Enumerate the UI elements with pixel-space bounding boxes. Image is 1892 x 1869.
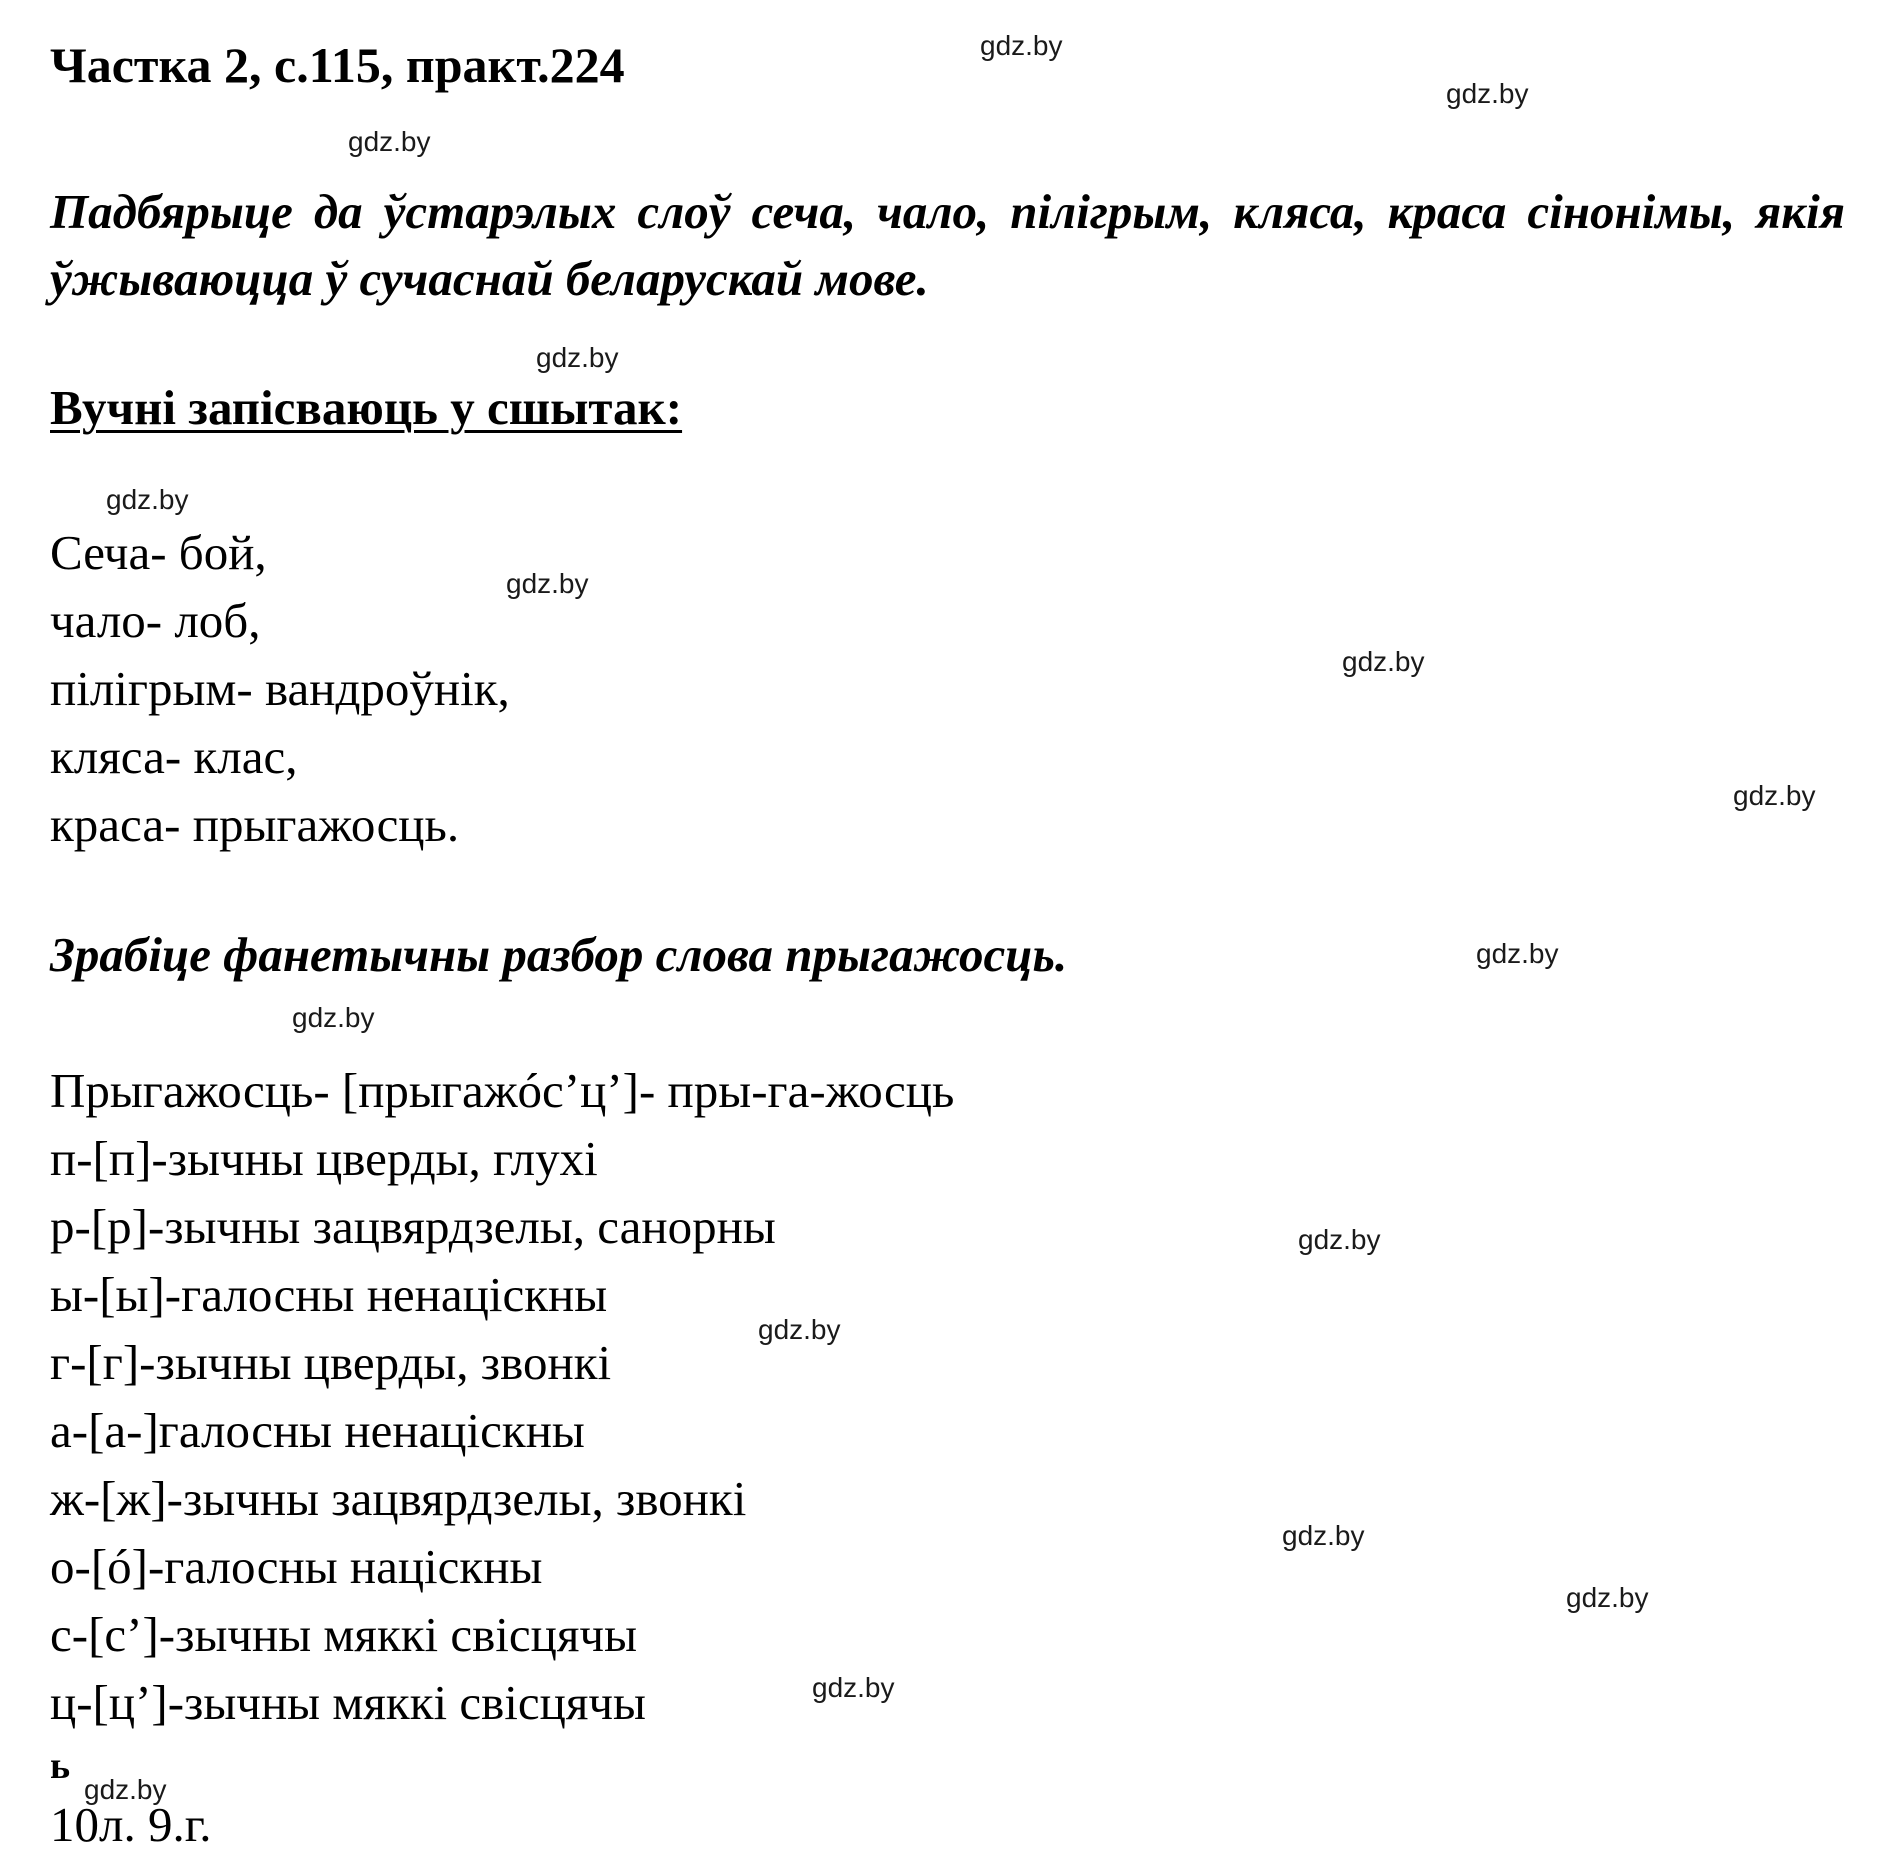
watermark: gdz.by (812, 1672, 895, 1703)
page-title: Частка 2, с.115, практ.224 (50, 37, 625, 93)
watermark: gdz.by (348, 126, 431, 157)
watermark: gdz.by (1566, 1582, 1649, 1613)
analysis-line: г-[г]-зычны цверды, звонкі (50, 1335, 612, 1390)
analysis-line: а-[а-]галосны ненаціскны (50, 1403, 585, 1458)
watermark: gdz.by (106, 484, 189, 515)
analysis-line: о-[ó]-галосны націскны (50, 1539, 543, 1594)
watermark: gdz.by (1342, 646, 1425, 677)
watermark: gdz.by (758, 1314, 841, 1345)
task-instruction-synonyms: Падбярыце да ўстарэлых слоў сеча, чало, пілігрым, кляса, краса сінонімы, якія ўжываюцца ў сучаснай беларускай мове. (50, 184, 1845, 306)
synonym-line: краса- прыгажосць. (50, 797, 460, 852)
analysis-line: ы-[ы]-галосны ненаціскны (50, 1267, 608, 1322)
section-subheading: Вучні запісваюць у сшытак: (50, 380, 683, 435)
phonetic-analysis-list (50, 1057, 954, 1737)
analysis-line: с-[с’]-зычны мяккі свісцячы (50, 1607, 637, 1662)
synonym-line: кляса- клас, (50, 729, 298, 784)
watermark: gdz.by (1282, 1520, 1365, 1551)
synonym-line: пілігрым- вандроўнік, (50, 661, 510, 716)
watermark: gdz.by (292, 1002, 375, 1033)
analysis-line: р-[р]-зычны зацвярдзелы, санорны (50, 1199, 776, 1254)
synonym-line: чало- лоб, (50, 593, 261, 648)
watermark: gdz.by (1476, 938, 1559, 969)
task-instruction-phonetic: Зрабіце фанетычны разбор слова прыгажосць. (50, 927, 1068, 982)
soft-sign-letter: ь (50, 1745, 71, 1787)
synonym-list (50, 519, 510, 859)
watermark: gdz.by (536, 342, 619, 373)
analysis-line: ж-[ж]-зычны зацвярдзелы, звонкі (50, 1471, 747, 1526)
watermark: gdz.by (1733, 780, 1816, 811)
analysis-line: ц-[ц’]-зычны мяккі свісцячы (50, 1675, 646, 1730)
watermark: gdz.by (506, 568, 589, 599)
synonym-line: Сеча- бой, (50, 525, 267, 580)
analysis-line: п-[п]-зычны цверды, глухі (50, 1131, 598, 1186)
watermark: gdz.by (1298, 1224, 1381, 1255)
watermark: gdz.by (980, 30, 1063, 61)
watermark: gdz.by (1446, 78, 1529, 109)
watermark: gdz.by (84, 1774, 167, 1805)
letter-sound-count: 10л. 9.г. (50, 1797, 212, 1852)
analysis-line: Прыгажосць- [прыгажóс’ц’]- пры-га-жосць (50, 1063, 955, 1118)
